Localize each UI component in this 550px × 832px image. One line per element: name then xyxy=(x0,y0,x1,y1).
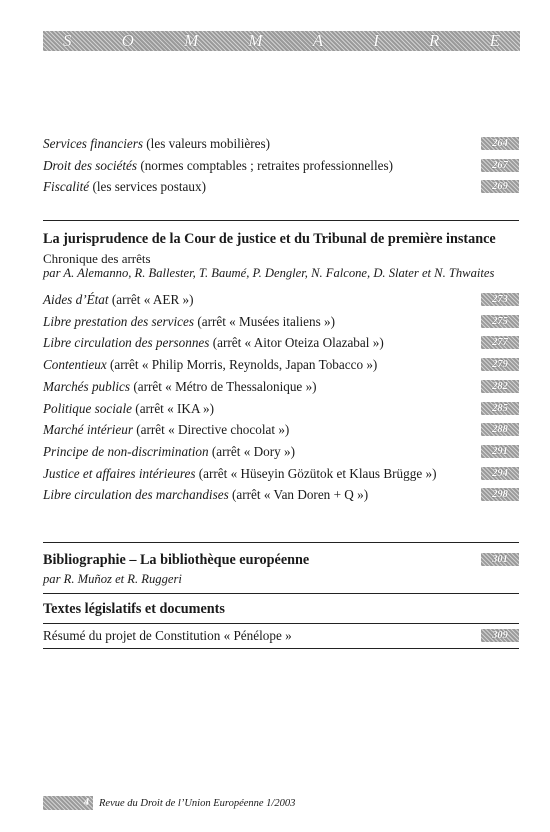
toc-entry-label xyxy=(43,135,270,153)
toc-entry-note: (normes comptables ; retraites professionnelles) xyxy=(137,157,393,173)
section-divider xyxy=(43,623,519,624)
banner-letter: O xyxy=(121,31,134,50)
page-number-badge: 294 xyxy=(481,467,519,480)
toc-entry-label xyxy=(43,313,335,331)
toc-entry-note: (arrêt « Hüseyin Gözütok et Klaus Brügge ») xyxy=(195,465,437,481)
page-footer xyxy=(43,796,295,810)
toc-entry[interactable] xyxy=(43,400,519,418)
page-number-badge: 277 xyxy=(481,336,519,349)
page-number-badge: 288 xyxy=(481,423,519,436)
page-number-badge: 275 xyxy=(481,315,519,328)
toc-entry-note: (arrêt « Directive chocolat ») xyxy=(132,422,290,438)
toc-entry-note: (arrêt « Dory ») xyxy=(208,443,295,459)
textes-entry-label: Résumé du projet de Constitution « Pénélope » xyxy=(43,628,292,643)
toc-entry-label xyxy=(43,178,206,196)
toc-entry[interactable] xyxy=(43,334,519,352)
jurisprudence-subtitle: Chronique des arrêts xyxy=(43,251,151,266)
page-number-badge: 279 xyxy=(481,358,519,371)
page-number-badge: 298 xyxy=(481,488,519,501)
bibliographie-heading: Bibliographie – La bibliothèque européenne xyxy=(43,552,310,568)
banner-letter: M xyxy=(184,31,199,50)
toc-entry-label xyxy=(43,465,436,483)
page-number-badge: 282 xyxy=(481,380,519,393)
toc-entry-label xyxy=(43,400,214,418)
toc-entry[interactable] xyxy=(43,135,519,153)
bibliographie-row[interactable] xyxy=(43,551,519,569)
page-number-badge: 269 xyxy=(481,180,519,193)
page-number-badge: 309 xyxy=(481,629,519,642)
toc-entry-note: (arrêt « IKA ») xyxy=(132,400,215,416)
page-number-badge: 301 xyxy=(481,553,519,566)
page-number-badge: 273 xyxy=(481,293,519,306)
toc-entry[interactable] xyxy=(43,443,519,461)
toc-entry-label xyxy=(43,486,368,504)
toc-entry-topic: Libre circulation des personnes xyxy=(43,335,210,351)
section-divider xyxy=(43,220,519,221)
toc-entry-label xyxy=(43,334,384,352)
toc-entry-label xyxy=(43,157,393,175)
toc-entry-note: (arrêt « AER ») xyxy=(108,292,194,307)
section-divider xyxy=(43,648,519,649)
toc-entry[interactable] xyxy=(43,157,519,175)
toc-entry-note: (arrêt « Philip Morris, Reynolds, Japan Tobacco ») xyxy=(106,357,378,373)
toc-entry-topic: Fiscalité xyxy=(43,179,90,194)
bibliographie-authors: par R. Muñoz et R. Ruggeri xyxy=(43,572,182,586)
page-number-badge: 285 xyxy=(481,402,519,415)
section-divider xyxy=(43,542,519,543)
toc-entry[interactable] xyxy=(43,465,519,483)
footer-page-number: 4 xyxy=(43,796,93,810)
sommaire-banner xyxy=(43,31,520,51)
page-number-badge: 267 xyxy=(481,159,519,172)
toc-entry[interactable] xyxy=(43,378,519,396)
toc-entry-topic: Justice et affaires intérieures xyxy=(43,465,196,481)
jurisprudence-authors: par A. Alemanno, R. Ballester, T. Baumé, P. Dengler, N. Falcone, D. Slater et N. Thwaites xyxy=(43,266,495,280)
textes-heading: Textes législatifs et documents xyxy=(43,601,225,617)
toc-entry[interactable] xyxy=(43,291,519,309)
banner-letter: A xyxy=(312,31,324,50)
toc-entry-note: (arrêt « Aitor Oteiza Olazabal ») xyxy=(209,335,384,351)
toc-entry-topic: Libre circulation des marchandises xyxy=(43,487,229,503)
banner-letter: R xyxy=(429,31,440,50)
jurisprudence-heading: La jurisprudence de la Cour de justice et du Tribunal de première instance xyxy=(43,231,496,247)
banner-letter: S xyxy=(63,31,72,50)
toc-entry-topic: Services financiers xyxy=(43,136,143,151)
toc-entry[interactable] xyxy=(43,178,519,196)
section-divider xyxy=(43,593,519,594)
toc-entry-topic: Marché intérieur xyxy=(43,422,133,438)
toc-entry-topic: Principe de non-discrimination xyxy=(43,443,209,459)
textes-entry-row[interactable] xyxy=(43,627,519,645)
toc-entry-note: (les services postaux) xyxy=(89,179,206,194)
toc-entry[interactable] xyxy=(43,356,519,374)
toc-entry-note: (arrêt « Métro de Thessalonique ») xyxy=(130,378,317,394)
toc-entry-topic: Marchés publics xyxy=(43,378,131,394)
page-number-badge: 291 xyxy=(481,445,519,458)
toc-entry-label xyxy=(43,291,194,309)
toc-entry-label xyxy=(43,443,295,461)
toc-entry-label xyxy=(43,378,317,396)
toc-entry-note: (arrêt « Musées italiens ») xyxy=(194,313,336,329)
toc-entry-topic: Contentieux xyxy=(43,357,107,373)
toc-entry-note: (arrêt « Van Doren + Q ») xyxy=(228,487,369,503)
banner-letter: M xyxy=(248,31,263,50)
toc-entry[interactable] xyxy=(43,421,519,439)
banner-letter: E xyxy=(489,31,500,50)
toc-entry-label xyxy=(43,356,377,374)
toc-entry-topic: Aides d’État xyxy=(43,292,109,307)
footer-journal-title: Revue du Droit de l’Union Européenne 1/2003 xyxy=(99,797,296,809)
page-number-badge: 264 xyxy=(481,137,519,150)
toc-entry-note: (les valeurs mobilières) xyxy=(142,136,271,151)
toc-entry-topic: Libre prestation des services xyxy=(43,313,195,329)
toc-entry[interactable] xyxy=(43,486,519,504)
toc-entry-label xyxy=(43,421,289,439)
toc-entry-topic: Politique sociale xyxy=(43,400,132,416)
banner-letter: I xyxy=(373,31,379,50)
toc-entry[interactable] xyxy=(43,313,519,331)
toc-entry-topic: Droit des sociétés xyxy=(43,157,138,173)
